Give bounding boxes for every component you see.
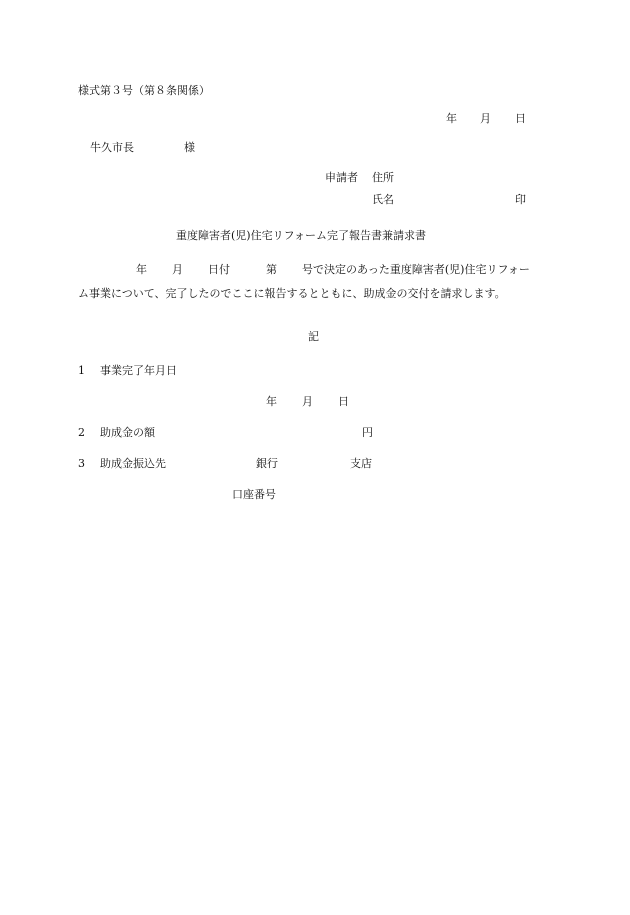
item1-year: 年 <box>266 395 277 408</box>
document-title: 重度障害者(児)住宅リフォーム完了報告書兼請求書 <box>176 229 427 242</box>
body-year: 年 <box>136 263 147 276</box>
body-line2-text: ム事業について、完了したのでここに報告するとともに、助成金の交付を請求します。 <box>78 287 506 300</box>
note-heading: 記 <box>308 330 319 343</box>
addressee-name: 牛久市長 <box>90 141 134 154</box>
item3-branch: 支店 <box>350 457 372 470</box>
item3-label: 助成金振込先 <box>100 457 166 470</box>
body-number-prefix: 第 <box>266 263 277 276</box>
item3-bank: 銀行 <box>256 457 278 470</box>
item1-number: 1 <box>78 364 85 377</box>
item3-number: 3 <box>78 457 85 470</box>
body-line1-text: 号で決定のあった重度障害者(児)住宅リフォー <box>302 263 530 276</box>
applicant-label: 申請者 <box>325 171 358 184</box>
addressee-honorific: 様 <box>184 141 195 154</box>
body-day-issued: 日付 <box>208 263 230 276</box>
applicant-address-label: 住所 <box>372 171 394 184</box>
item2-number: 2 <box>78 426 85 439</box>
applicant-name-label: 氏名 <box>372 193 394 206</box>
item1-label: 事業完了年月日 <box>100 364 177 377</box>
item1-day: 日 <box>338 395 349 408</box>
form-number: 様式第３号（第８条関係） <box>78 84 210 97</box>
date-month-label: 月 <box>480 112 491 125</box>
item2-unit: 円 <box>362 426 373 439</box>
item1-month: 月 <box>302 395 313 408</box>
date-day-label: 日 <box>515 112 526 125</box>
applicant-seal: 印 <box>515 193 526 206</box>
item3-account: 口座番号 <box>232 488 276 501</box>
body-month: 月 <box>172 263 183 276</box>
date-year-label: 年 <box>446 112 457 125</box>
item2-label: 助成金の額 <box>100 426 155 439</box>
